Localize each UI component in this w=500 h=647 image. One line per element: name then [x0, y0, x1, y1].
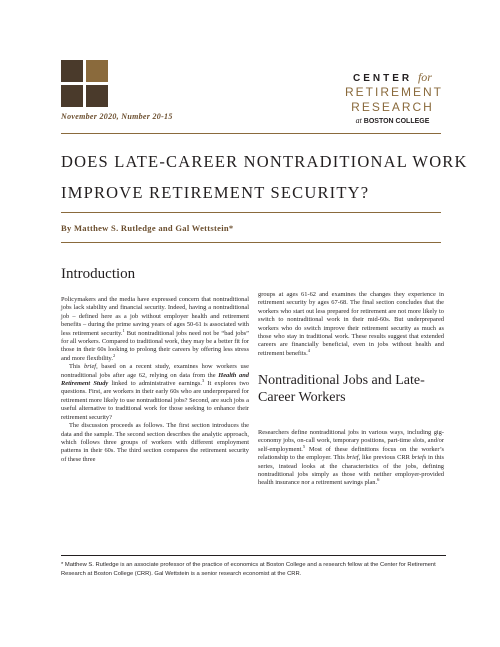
footnote-ref: 1: [122, 327, 125, 333]
footnote-ref: 6: [377, 477, 380, 483]
footnote-ref: 4: [307, 347, 310, 353]
authors-rule: [61, 242, 441, 243]
right-p2-text-b: Most of these definitions focus on the worker’s relationship to the employer. This: [258, 445, 444, 462]
paper-title: DOES LATE-CAREER NONTRADITIONAL WORK IMPROVE RETIREMENT SECURITY?: [61, 152, 468, 202]
footnote-ref: 3: [201, 377, 205, 383]
author-footnote: * Matthew S. Rutledge is an associate professor of the practice of economics at Boston College and a research fellow at the Center for Retirement Research at Boston College (CRR). Gal Wettstein is a senior research economist at the CRR.: [61, 562, 436, 577]
intro-p2-text-a: This: [69, 363, 84, 371]
right-p2-text-d: in this series, instead looks at the characteristics of the jobs, defining nontraditional jobs simply as those with neither employer-provided health insurance nor a retirement savings plan.: [258, 454, 445, 487]
logo-center-text: CENTER: [353, 73, 413, 84]
intro-paragraph-3: The discussion proceeds as follows. The first section introduces the data and the sample. The second section describes the analytic approach, which follows three groups of workers with different employment patterns in their 60s. The third section compares the retirement security of these three: [61, 422, 249, 463]
intro-heading: Introduction: [61, 266, 136, 282]
intro-paragraph-1: [61, 296, 249, 363]
footnote-rule: [61, 555, 446, 556]
right-p2-text-a: Researchers define nontraditional jobs in various ways, including gig-economy jobs, on-call work, temporary positions, part-time slots, and/or self-employment.: [258, 429, 444, 453]
logo-college-text: BOSTON COLLEGE: [363, 118, 430, 125]
authors: By Matthew S. Rutledge and Gal Wettstein*: [61, 223, 234, 233]
intro-p1-text-b: But nontraditional jobs need not be “bad jobs” for all workers. Compared to traditional work, they may be a better fit for those in their 60s looking to prolong their careers by offering less stress and more flexibility.: [61, 329, 249, 362]
crr-logo: [345, 70, 443, 125]
nontraditional-paragraph-1: [258, 429, 444, 488]
intro-p2-text-b: , based on a recent study, examines how workers use nontraditional jobs after age 62, relying on data from the: [61, 363, 249, 379]
intro-column-right: [258, 291, 444, 358]
logo-at-text: at: [355, 116, 362, 125]
logo-square-dark: [61, 85, 83, 107]
intro-p2-text-c: linked to administrative earnings.: [108, 380, 202, 388]
intro-p2-text-d: It explores two questions. First, are workers in their early 60s who are underprepared for retirement more likely to use nontraditional jobs? Second, are such jobs a useful alternative to traditional work for those seeking to enhance their retirement security?: [61, 380, 250, 421]
right-p2-text-c: , like previous CRR: [358, 454, 412, 462]
right-p1-text: groups at ages 61-62 and examines the changes they experience in retirement security by ages 67-68. The final section concludes that the workers who start out less prepared for retirement are not more likely to switch to nontraditional work in their mid-60s. But underprepared workers who do switch improve their retirement security as much as those who stay in traditional work. These results suggest that extended careers are financially beneficial, even in jobs without health and retirement benefits.: [258, 291, 444, 357]
intro-p2-hrs: Health and Retirement Study: [61, 371, 249, 388]
right-p2-briefs: briefs: [411, 454, 427, 462]
title-rule-top: [61, 133, 441, 134]
logo-for-text: for: [417, 70, 432, 84]
logo-retirement-text: RETIREMENT: [345, 85, 443, 99]
title-rule-bottom: [61, 212, 441, 213]
logo-square-dark: [61, 60, 83, 82]
intro-column-left: [61, 296, 249, 464]
intro-p1-text: Policymakers and the media have expressed concern that nontraditional jobs lack stability and financial security. Indeed, having a nontraditional job – defined here as a job without employer health and retirement benefits – during the prime saving years of ages 50-61 is associated with less retirement security.: [61, 296, 249, 337]
intro-paragraph-2: [61, 363, 249, 422]
logo-line-4: [345, 116, 440, 125]
logo-research-text: RESEARCH: [351, 100, 434, 114]
right-p2-brief: brief: [346, 454, 359, 462]
issue-line: November 2020, Number 20-15: [61, 112, 173, 121]
logo-square-light: [86, 60, 108, 82]
logo-square-dark: [86, 85, 108, 107]
intro-paragraph-4: [258, 291, 444, 358]
nontraditional-column: [258, 429, 444, 488]
nontraditional-heading: Nontraditional Jobs and Late-Career Workers: [258, 373, 425, 405]
footnote-ref: 2: [112, 352, 116, 358]
footnote-ref: 5: [302, 443, 306, 449]
logo-line-1: [345, 70, 440, 85]
intro-p2-brief: brief: [84, 363, 97, 371]
